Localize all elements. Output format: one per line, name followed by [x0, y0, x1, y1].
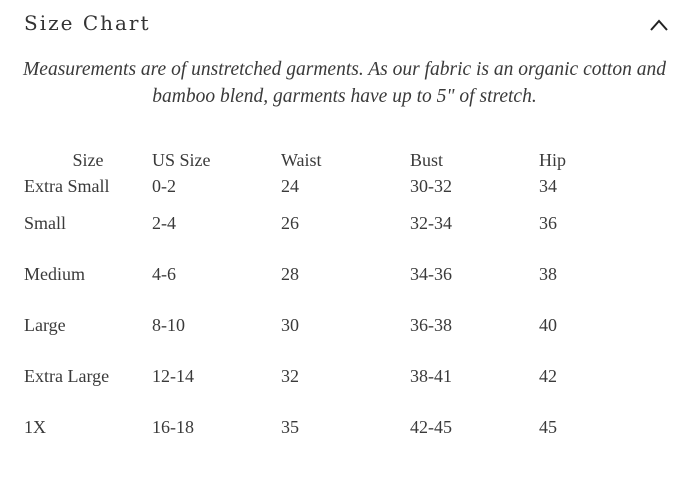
cell-size: Large	[24, 315, 66, 335]
table-header-row	[24, 146, 659, 174]
size-chart-table	[24, 146, 659, 453]
cell-waist: 28	[281, 264, 299, 284]
cell-hip: 36	[539, 213, 557, 233]
column-header-hip: Hip	[539, 149, 566, 170]
column-header-waist: Waist	[281, 149, 322, 170]
cell-us-size: 16-18	[152, 417, 194, 437]
cell-us-size: 4-6	[152, 264, 176, 284]
cell-size: Extra Small	[24, 175, 110, 196]
table-row	[24, 249, 659, 300]
cell-size: Medium	[24, 264, 85, 284]
cell-hip: 42	[539, 366, 557, 386]
cell-size: Small	[24, 213, 67, 233]
cell-waist: 32	[281, 366, 299, 386]
cell-hip: 45	[539, 417, 557, 437]
cell-waist: 30	[281, 315, 299, 335]
cell-waist: 35	[281, 417, 299, 437]
table-row	[24, 300, 659, 351]
cell-us-size: 0-2	[152, 175, 176, 196]
cell-bust: 34-36	[410, 264, 452, 284]
cell-hip: 40	[539, 315, 557, 335]
cell-bust: 36-38	[410, 315, 452, 335]
stretch-note: Measurements are of unstretched garments. As our fabric is an organic cotton and bamboo blend, garments have up to 5" of stretch.	[23, 59, 666, 107]
cell-us-size: 2-4	[152, 213, 176, 233]
cell-bust: 42-45	[410, 417, 452, 437]
cell-us-size: 12-14	[152, 366, 194, 386]
column-header-us-size: US Size	[152, 149, 211, 170]
table-row	[24, 351, 659, 402]
cell-hip: 34	[539, 175, 557, 196]
cell-size: 1X	[24, 417, 46, 437]
cell-us-size: 8-10	[152, 315, 185, 335]
cell-waist: 26	[281, 213, 299, 233]
column-header-size: Size	[72, 149, 104, 170]
column-header-bust: Bust	[410, 149, 444, 170]
cell-bust: 32-34	[410, 213, 452, 233]
table-row	[24, 402, 659, 453]
cell-bust: 30-32	[410, 175, 452, 196]
cell-waist: 24	[281, 175, 299, 196]
chevron-up-icon[interactable]	[648, 16, 670, 34]
table-row	[24, 198, 659, 249]
cell-hip: 38	[539, 264, 557, 284]
size-chart-title: Size Chart	[24, 11, 151, 35]
size-chart-accordion-header[interactable]	[0, 0, 689, 50]
cell-bust: 38-41	[410, 366, 452, 386]
table-row	[24, 174, 659, 198]
cell-size: Extra Large	[24, 366, 110, 386]
